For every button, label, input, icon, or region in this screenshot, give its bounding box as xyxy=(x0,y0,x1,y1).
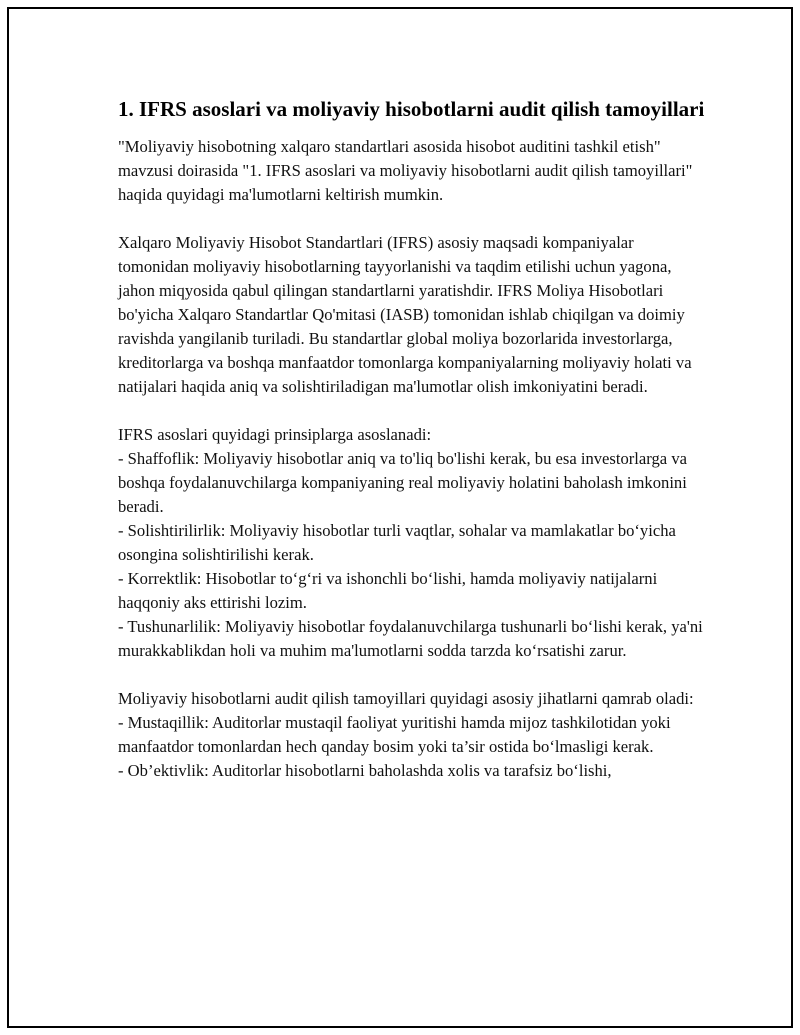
ifrs-overview-text: Xalqaro Moliyaviy Hisobot Standartlari (IFRS) asosiy maqsadi kompaniyalar tomonidan moliyaviy hisobotlarning tayyorlanishi va taqdim etilishi uchun yagona, jahon miqyosida qabul qilingan standartlarni yaratishdir. IFRS Moliya Hisobotlari bo'yicha Xalqaro Standartlar Qo'mitasi (IASB) tomonidan ishlab chiqilgan va doimiy ravishda yangilanib turiladi. Bu standartlar global moliya bozorlarida investorlarga, kreditorlarga va boshqa manfaatdor tomonlarga kompaniyalarning moliyaviy holati va natijalari haqida aniq va solishtiriladigan ma'lumotlar olish imkoniyatini beradi. xyxy=(118,233,692,396)
audit-lead: Moliyaviy hisobotlarni audit qilish tamoyillari quyidagi asosiy jihatlarni qamrab oladi: xyxy=(118,689,694,708)
principle-item-understandability: - Tushunarlilik: Moliyaviy hisobotlar foydalanuvchilarga tushunarli bo‘lishi kerak, ya'ni murakkablikdan holi va muhim ma'lumotlarni sodda tarzda ko‘rsatishi zarur. xyxy=(118,617,703,660)
audit-item-independence: - Mustaqillik: Auditorlar mustaqil faoliyat yuritishi hamda mijoz tashkilotidan yoki manfaatdor tomonlardan hech qanday bosim yoki ta’sir ostida bo‘lmasligi kerak. xyxy=(118,713,671,756)
section-heading: 1. IFRS asoslari va moliyaviy hisobotlarni audit qilish tamoyillari xyxy=(118,97,705,121)
intro-paragraph xyxy=(118,135,708,207)
principles-section xyxy=(118,423,708,663)
principles-lead: IFRS asoslari quyidagi prinsiplarga asoslanadi: xyxy=(118,425,432,444)
document-content xyxy=(118,95,708,807)
audit-principles-section xyxy=(118,687,708,783)
document-page xyxy=(7,7,793,1028)
principle-item-correctness: - Korrektlik: Hisobotlar to‘g‘ri va ishonchli bo‘lishi, hamda moliyaviy natijalarni haqqoniy aks ettirishi lozim. xyxy=(118,569,658,612)
ifrs-overview-paragraph xyxy=(118,231,708,399)
intro-text: "Moliyaviy hisobotning xalqaro standartlari asosida hisobot auditini tashkil etish" mavzusi doirasida "1. IFRS asoslari va moliyaviy hisobotlarni audit qilish tamoyillari" haqida quyidagi ma'lumotlarni keltirish mumkin. xyxy=(118,137,693,204)
principle-item-transparency: - Shaffoflik: Moliyaviy hisobotlar aniq va to'liq bo'lishi kerak, bu esa investorlarga va boshqa foydalanuvchilarga kompaniyaning real moliyaviy holatini baholash imkonini beradi. xyxy=(118,449,687,516)
principle-item-comparability: - Solishtirilirlik: Moliyaviy hisobotlar turli vaqtlar, sohalar va mamlakatlar bo‘yicha osongina solishtirilishi kerak. xyxy=(118,521,676,564)
audit-item-objectivity: - Ob’ektivlik: Auditorlar hisobotlarni baholashda xolis va tarafsiz bo‘lishi, xyxy=(118,761,612,780)
